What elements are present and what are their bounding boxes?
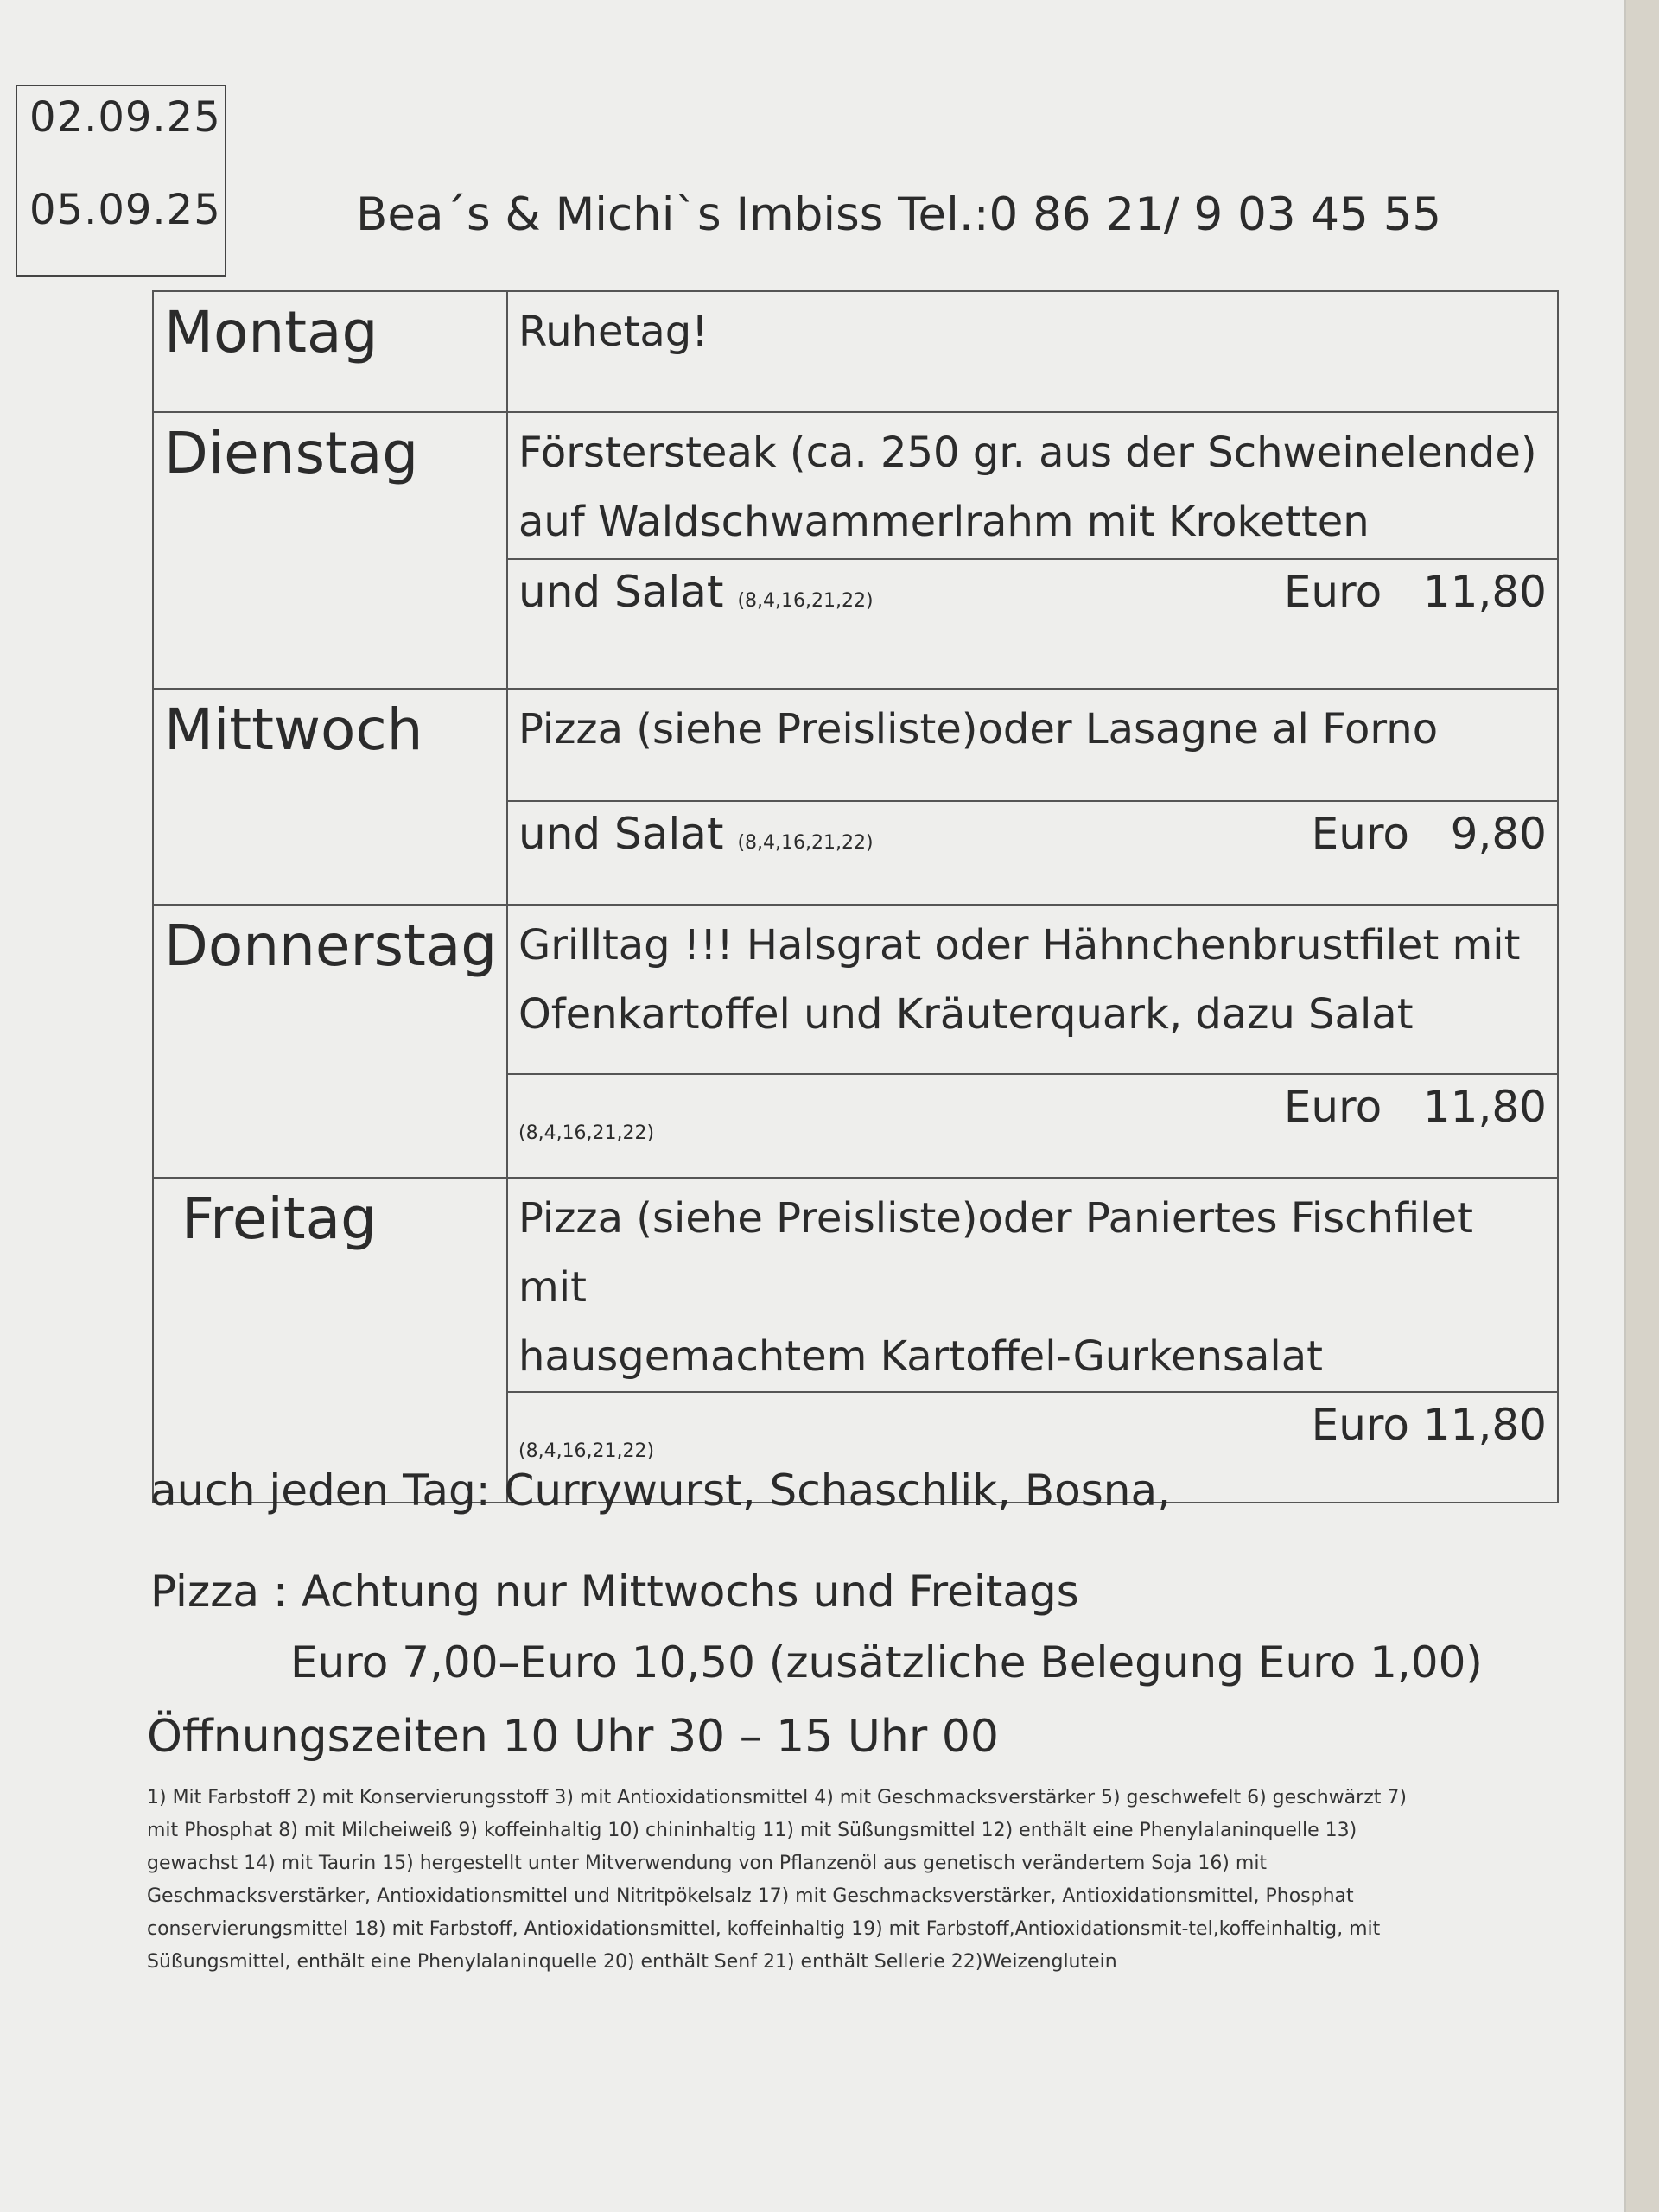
side-dish: und Salat xyxy=(518,809,724,859)
pizza-note: Pizza : Achtung nur Mittwochs und Freitags xyxy=(150,1567,1079,1617)
dish-line: Förstersteak (ca. 250 gr. aus der Schweinelende) xyxy=(518,429,1537,477)
opening-hours: Öffnungszeiten 10 Uhr 30 – 15 Uhr 00 xyxy=(147,1711,999,1763)
dish-description xyxy=(507,1178,1558,1392)
price: Euro 11,80 xyxy=(1311,1400,1547,1450)
dish-line: Grilltag !!! Halsgrat oder Hähnchenbrustfilet mit xyxy=(518,921,1521,969)
allergen-codes: (8,4,16,21,22) xyxy=(518,1440,655,1462)
dish-line: Ofenkartoffel und Kräuterquark, dazu Salat xyxy=(518,990,1414,1039)
day-label: Mittwoch xyxy=(153,689,507,905)
menu-row-mittwoch xyxy=(153,689,1558,801)
day-label: Freitag xyxy=(153,1178,507,1503)
pizza-price: Euro 7,00–Euro 10,50 (zusätzliche Belegung Euro 1,00) xyxy=(290,1637,1483,1688)
dish-description xyxy=(507,291,1558,412)
menu-row-freitag xyxy=(153,1178,1558,1392)
menu-row-donnerstag xyxy=(153,905,1558,1074)
day-label: Dienstag xyxy=(153,412,507,689)
page-title: Bea´s & Michi`s Imbiss Tel.:0 86 21/ 9 03 45 55 xyxy=(356,188,1442,241)
price-cell xyxy=(507,1074,1558,1178)
date-range-box xyxy=(16,85,226,276)
weekly-menu-table xyxy=(152,290,1559,1503)
menu-row-dienstag xyxy=(153,412,1558,559)
dish-description xyxy=(507,905,1558,1074)
price: Euro 11,80 xyxy=(1283,567,1547,617)
price: Euro 11,80 xyxy=(1283,1082,1547,1132)
menu-row-montag xyxy=(153,291,1558,412)
daily-offer: auch jeden Tag: Currywurst, Schaschlik, Bosna, xyxy=(150,1465,1172,1516)
dish-description xyxy=(507,412,1558,559)
price: Euro 9,80 xyxy=(1311,809,1547,859)
dish-description xyxy=(507,689,1558,801)
allergen-notes: 1) Mit Farbstoff 2) mit Konservierungsstoff 3) mit Antioxidationsmittel 4) mit Geschmacksverstärker 5) geschwefelt 6) geschwärzt 7) mit Phosphat 8) mit Milcheiweiß 9) koffeinhaltig 10) chininhaltig 11) mit Süßungsmittel 12) enthält eine Phenylalaninquelle 13) gewachst 14) mit Taurin 15) hergestellt unter Mitverwendung von Pflanzenöl aus genetisch verändertem Soja 16) mit Geschmacksverstärker, Antioxidationsmittel und Nitritpökelsalz 17) mit Geschmacksverstärker, Antioxidationsmittel, Phosphat conservierungsmittel 18) mit Farbstoff, Antioxidationsmittel, koffeinhaltig 19) mit Farbstoff,Antioxidationsmit-tel,koffeinhaltig, mit Süßungsmittel, enthält eine Phenylalaninquelle 20) enthält Senf 21) enthält Sellerie 22)Weizenglutein xyxy=(147,1787,1407,1973)
dish-line: Ruhetag! xyxy=(518,308,709,356)
allergen-codes: (8,4,16,21,22) xyxy=(737,832,874,854)
dish-line: Pizza (siehe Preisliste)oder Paniertes Fischfilet mit xyxy=(518,1194,1473,1312)
price-cell xyxy=(507,559,1558,689)
date-from: 02.09.25 xyxy=(29,93,221,142)
dish-line: auf Waldschwammerlrahm mit Kroketten xyxy=(518,498,1370,546)
allergen-codes: (8,4,16,21,22) xyxy=(737,590,874,612)
day-label: Montag xyxy=(153,291,507,412)
price-cell xyxy=(507,801,1558,905)
date-to: 05.09.25 xyxy=(29,186,221,234)
side-dish: und Salat xyxy=(518,567,724,617)
day-label: Donnerstag xyxy=(153,905,507,1178)
dish-line: hausgemachtem Kartoffel-Gurkensalat xyxy=(518,1332,1323,1381)
allergen-codes: (8,4,16,21,22) xyxy=(518,1122,655,1144)
dish-line: Pizza (siehe Preisliste)oder Lasagne al Forno xyxy=(518,705,1439,753)
